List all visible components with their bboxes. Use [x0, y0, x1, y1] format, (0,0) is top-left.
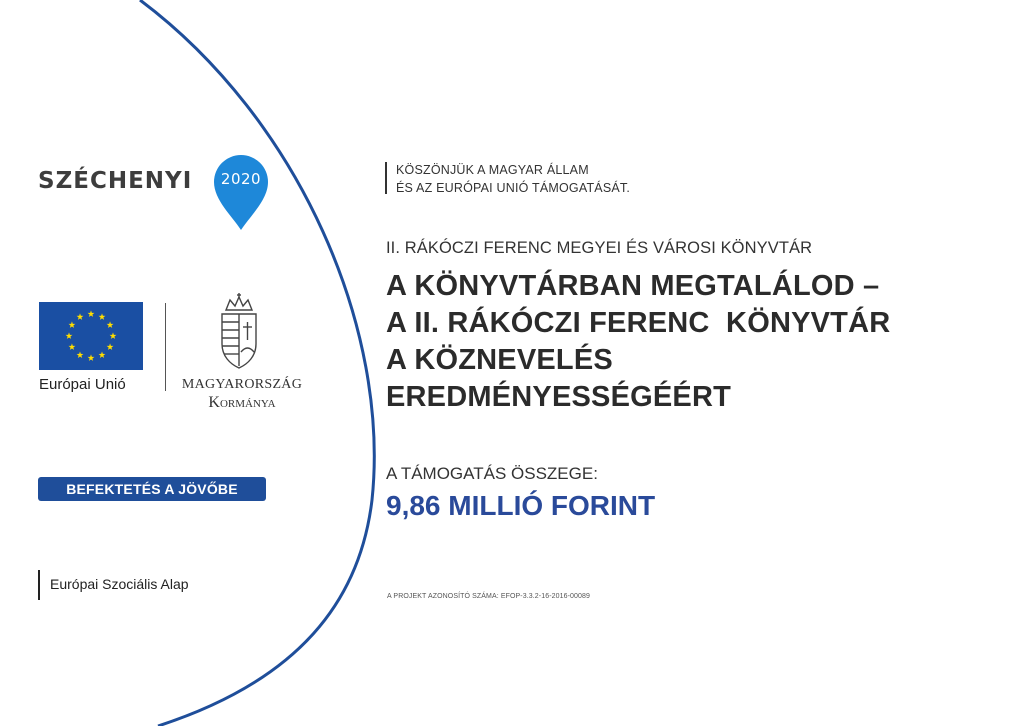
location-pin-icon [210, 152, 272, 232]
project-title-line: A KÖZNEVELÉS [386, 344, 613, 376]
logo-divider [165, 303, 166, 391]
eu-flag-icon [39, 302, 143, 370]
project-title-line: A KÖNYVTÁRBAN MEGTALÁLOD – [386, 270, 880, 302]
szechenyi-text: SZÉCHENYI [38, 168, 193, 194]
fund-label: Európai Szociális Alap [50, 576, 189, 592]
thanks-divider [385, 162, 387, 194]
project-title [386, 268, 890, 416]
thanks-text [396, 161, 630, 197]
project-id: A PROJEKT AZONOSÍTÓ SZÁMA: EFOP-3.3.2-16-2016-00089 [387, 593, 590, 600]
project-title-line: EREDMÉNYESSÉGÉÉRT [386, 381, 732, 413]
thanks-line1: KÖSZÖNJÜK A MAGYAR ÁLLAM [396, 163, 589, 177]
government-line2: Kormánya [208, 394, 276, 411]
support-label: A TÁMOGATÁS ÖSSZEGE: [386, 464, 598, 483]
thanks-line2: ÉS AZ EURÓPAI UNIÓ TÁMOGATÁSÁT. [396, 181, 631, 195]
fund-divider [38, 570, 40, 600]
government-name [180, 376, 304, 412]
hungarian-coat-of-arms-icon [214, 292, 264, 370]
szechenyi-year: 2020 [220, 170, 262, 188]
government-line1: MAGYARORSZÁG [181, 377, 303, 392]
szechenyi-2020-logo [38, 152, 278, 232]
eu-label: Európai Unió [39, 376, 126, 393]
support-amount: 9,86 MILLIÓ FORINT [386, 490, 656, 521]
invest-future-badge: BEFEKTETÉS A JÖVŐBE [38, 477, 266, 501]
project-title-line: A II. RÁKÓCZI FERENC KÖNYVTÁR [386, 307, 891, 339]
beneficiary-name: II. RÁKÓCZI FERENC MEGYEI ÉS VÁROSI KÖNYVTÁR [386, 239, 813, 257]
